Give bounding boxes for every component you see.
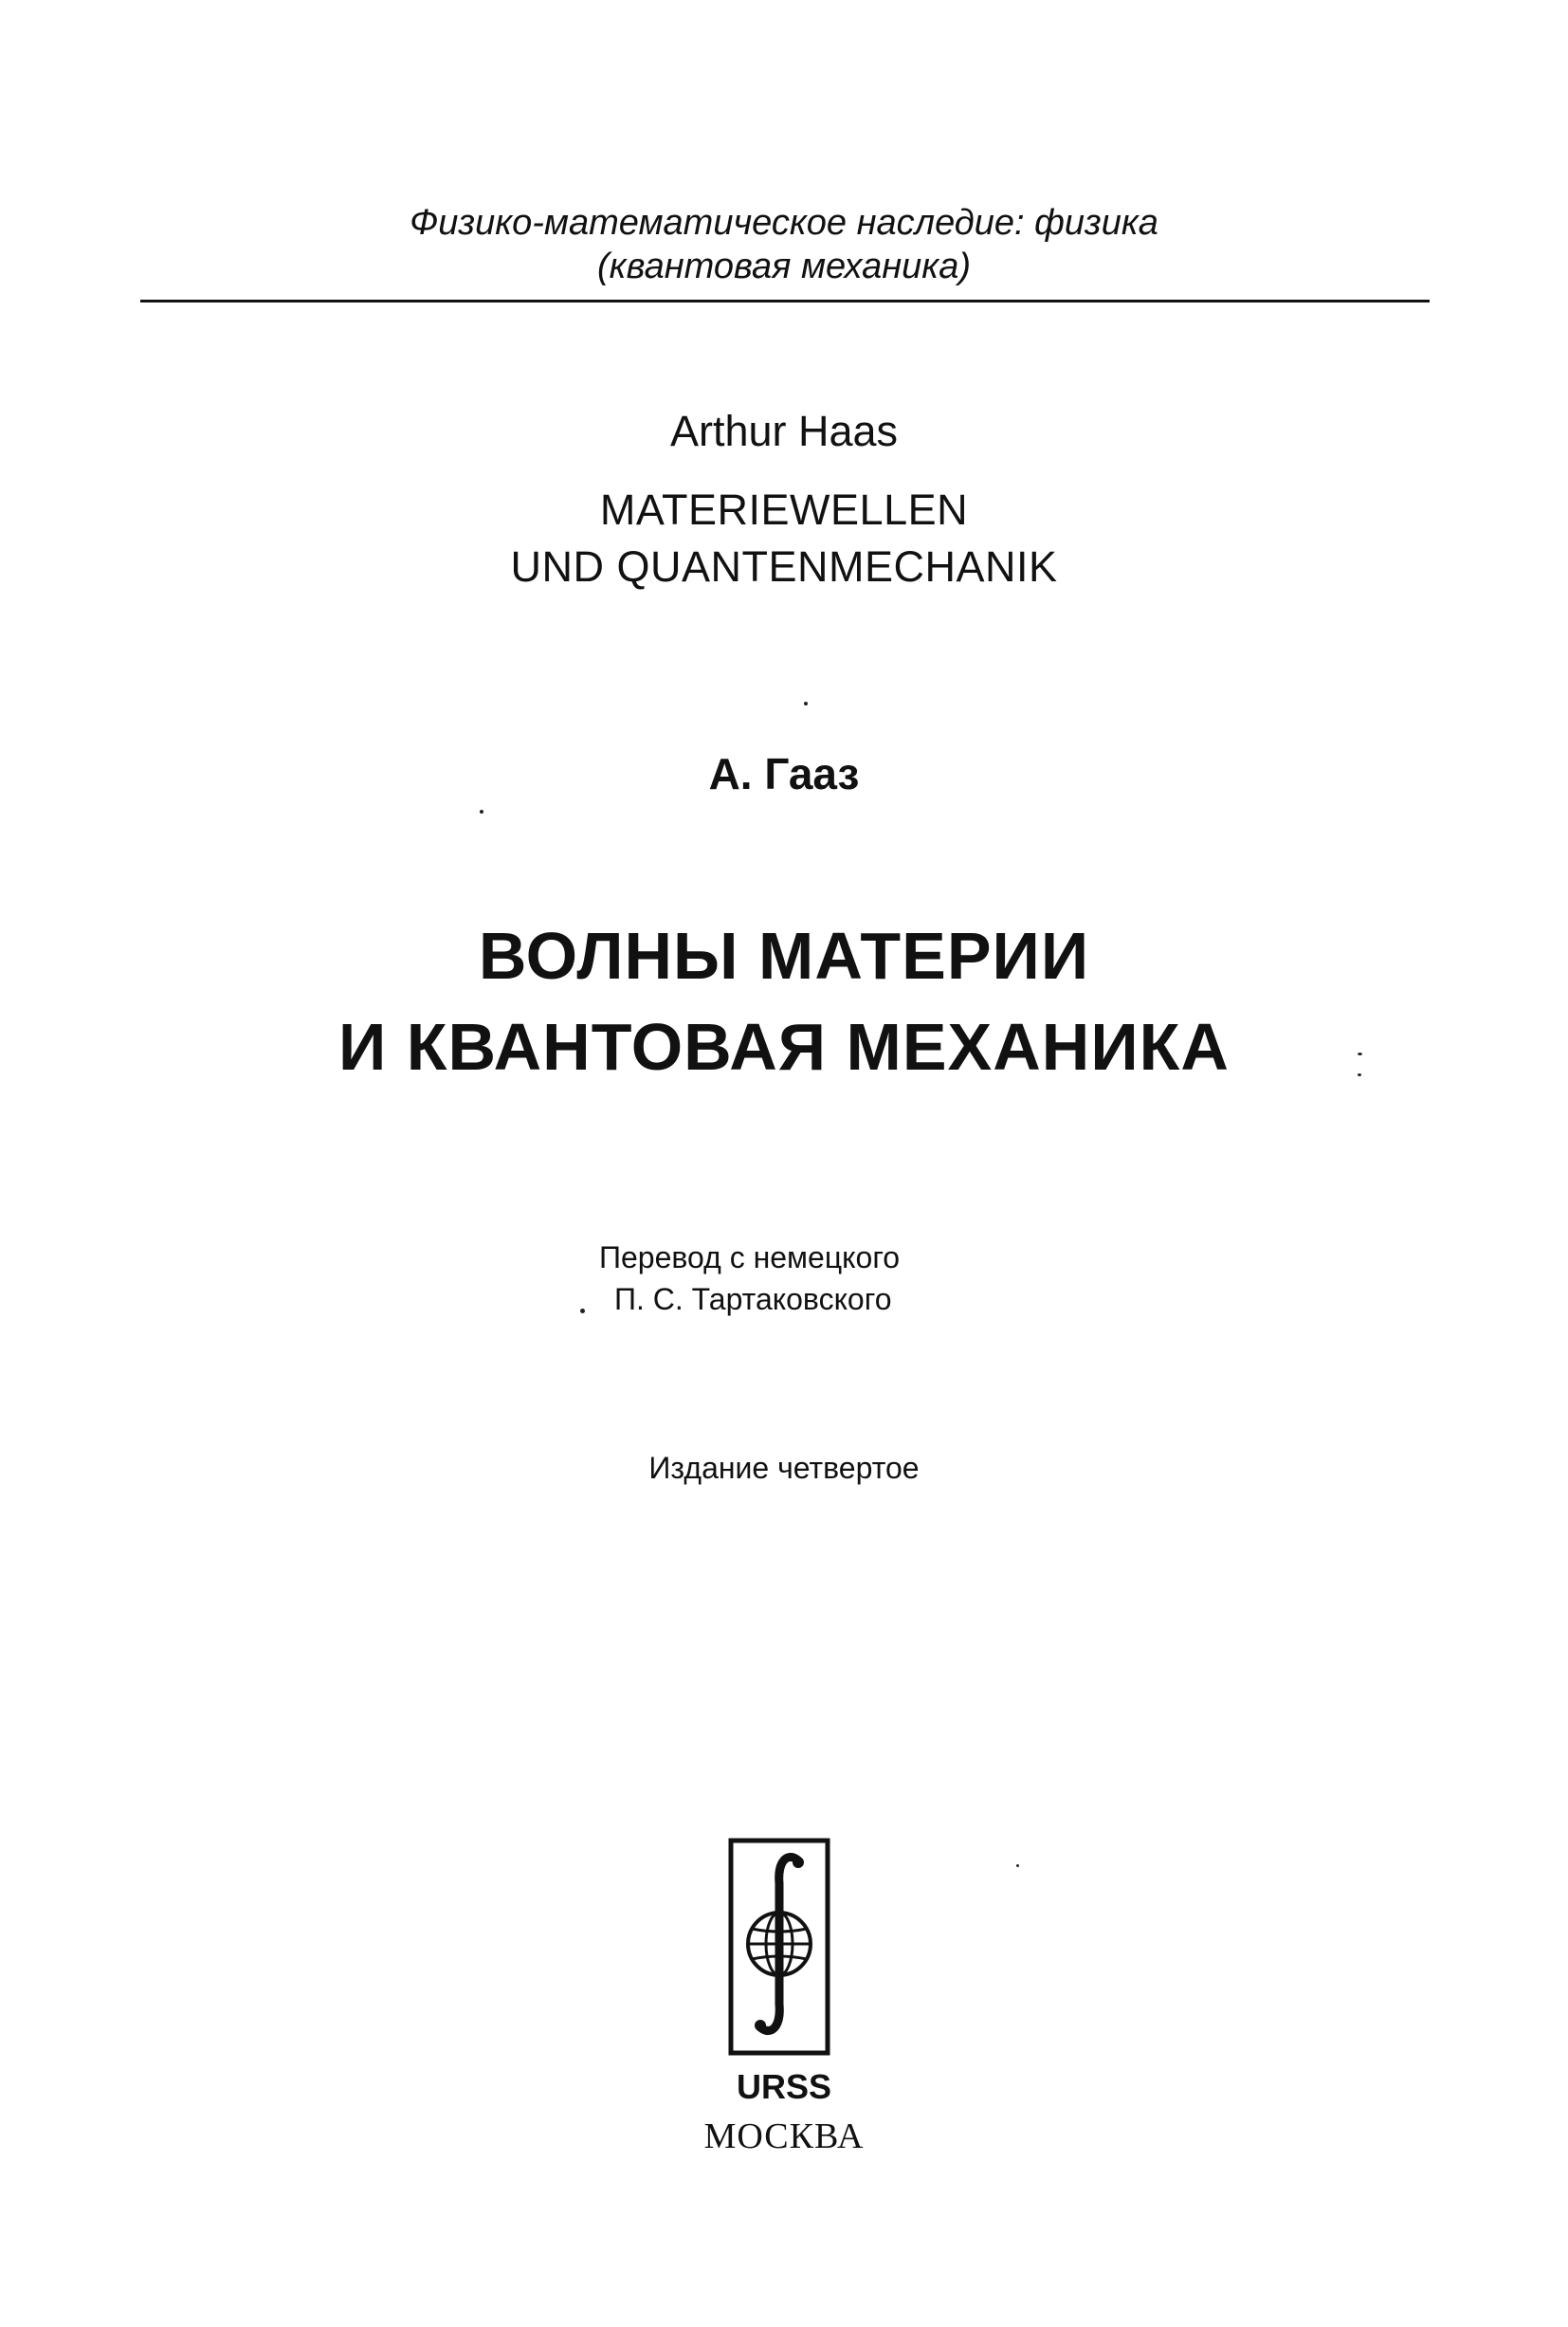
original-author: Arthur Haas [669, 407, 899, 455]
scan-speck [1358, 1073, 1361, 1076]
original-title-line1: MATERIEWELLEN [599, 486, 969, 534]
russian-author: А. Гааз [708, 749, 860, 798]
scan-speck [580, 1309, 585, 1313]
header-divider [140, 300, 1430, 302]
publisher-city: МОСКВА [703, 2116, 865, 2156]
publisher-mark: URSS [736, 2067, 832, 2106]
series-title-line1: Физико-математическое наследие: физика [410, 203, 1158, 243]
scan-speck [480, 810, 483, 814]
russian-title-line1: ВОЛНЫ МАТЕРИИ [478, 919, 1090, 993]
translation-credit-line2: П. С. Тартаковского [614, 1282, 892, 1316]
russian-title-line2: И КВАНТОВАЯ МЕХАНИКА [338, 1010, 1230, 1084]
translation-credit-line1: Перевод с немецкого [599, 1240, 901, 1274]
scan-speck [804, 702, 808, 705]
edition-note: Издание четвертое [648, 1451, 920, 1485]
scan-speck [1016, 1864, 1019, 1867]
urss-logo-icon [728, 1838, 830, 2056]
series-title-line2: (квантовая механика) [597, 247, 971, 286]
original-title-line2: UND QUANTENMECHANIK [510, 542, 1058, 591]
scan-speck [1358, 1053, 1362, 1055]
